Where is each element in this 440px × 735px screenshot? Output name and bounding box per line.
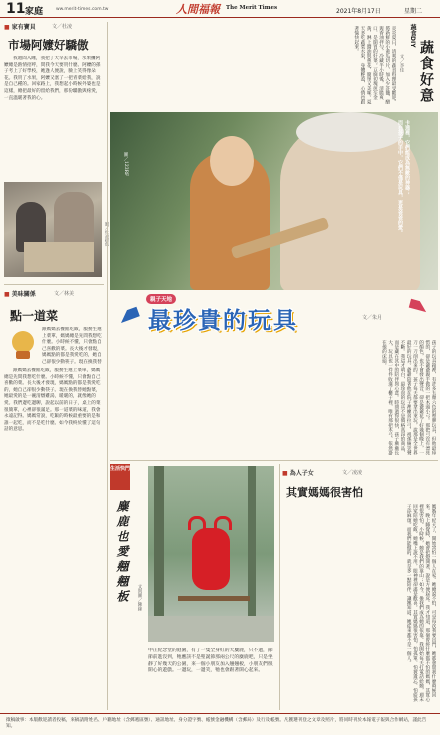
article-title: 麋鹿也愛翹翹板 <box>115 500 129 605</box>
seesaw <box>178 596 250 601</box>
photo-caption: 中正紀念堂的庭園，有了一隻全身紅的大麋鹿，只不過，節節前進沒到，牠應該不是聖誕節那兩公尺的麋鹿吧，只是坐靜了好幾天的公園，來一個小朋友加入翹翹板，小朋友們很開心的遊戲。一邊玩，一邊笑，牠也會跟著開心起來。 <box>148 648 273 674</box>
divider <box>110 460 438 461</box>
article-title: 蔬食好意 <box>418 40 434 104</box>
section-tag-family: ■ 為人子女 <box>282 468 314 477</box>
photo-feature <box>110 464 276 710</box>
article-author: 文／林美 <box>54 291 75 297</box>
feature-body: 孩子的玩具箱裡，有許多五顏六色的塑膠玩具，但他最珍惜的，卻是爺爺親手做的一把木頭小弓。那把弓沒有漂亮的顏色，也不會發出聲音，卻是爺爺花了好幾個晚上，一刀一刀削出來的。孩子每天都要拿出來玩，說那是全世界最好的玩具。爺爺陪著他在院子裡練習拉弓，祖孫倆笑聲不斷。我這才明白，最珍貴的玩具不是價格高昂的商品，而是藏在其中的陪伴與心意。時間過得很快，孩子漸漸長大，玩具也一件件收進了櫃子裡，唯有那把木弓，依然掛在他的床頭。 <box>381 340 436 455</box>
article-body: 媽媽年紀大了，開始害怕一個人在家。她總說不怕，可是每次我要出門，她都會問我什麼時候回來。晚上睡覺時，她會把燈開著，說是方便起床。我才知道，那個曾經什麼都不怕的媽媽，其實心裡很害怕。小時候，她是我們的靠山；如今，換我們成為她的依靠。我開始每天打電話給她，週末回家陪她吃飯。她嘴上說不用，眼神裡卻滿是歡喜。其實媽媽很害怕，怕孤單，怕被遺忘，怕給孩子添麻煩。而我們能做的，就是多一點陪伴，讓她知道，她從來都不是一個人。 <box>406 504 436 702</box>
divider <box>107 22 108 710</box>
page-header <box>0 0 440 18</box>
section-name: 家庭 <box>25 7 44 17</box>
article-body-cont: 跟媽媽去餐館吃飯，服務生遞上菜單，媽媽總是先問我想吃什麼。小時候不懂，只會點自己喜歡的菜。長大後才發現，媽媽點的都是我愛吃的，她自己卻很少動筷子。現在換我替她點菜，她最愛的是一碗清燉雞湯，暖暖的，就像她的愛。我們邊吃邊聊，說起以前的日子，桌上的菜很簡單，心裡卻很滿足。那一道菜的味道，我會永遠記得。媽媽常說，吃飯的時候最重要的是和誰一起吃，而不是吃什麼。如今我終於懂了這句話的意思。 <box>4 368 101 433</box>
food-illustration <box>10 327 38 361</box>
decor-plane-icon <box>409 296 429 312</box>
issue-date: 2021年8月17日 <box>336 8 381 15</box>
article-author: 文／李佳 <box>399 54 404 72</box>
decor-plane-icon <box>116 303 140 323</box>
article-title: 市場阿嬤好驕傲 <box>8 38 89 52</box>
top-article <box>110 22 438 110</box>
feature-headline: 最珍貴的玩具 <box>148 308 298 334</box>
article-author: 文／朱月 <box>362 315 383 321</box>
photo-credit: 圖／123RF <box>123 152 128 177</box>
section-tag-label: 蔬食DIY <box>409 24 416 48</box>
section-tag-food: ■ 美味關係 <box>4 289 36 298</box>
article-body: 我週間入睡，我把了大早去市場，水果攤阿嬤總是熱情招呼，問我今天要買什麼。阿嬤的孫子考上了好學校，她逢人便說，臉上笑得像朵花。我買了水果，阿嬤又塞了一把青菜給我，說是自己種的。回家路上，我想起小時候外婆也是這樣，總把最好的留給我們，那份驕傲與疼愛，一直溫暖著我的心。 <box>4 56 101 101</box>
page-footer <box>0 713 440 735</box>
left-column <box>4 22 104 710</box>
badge-label: 生活快門 <box>110 466 131 472</box>
masthead-english: The Merit Times <box>226 5 278 11</box>
feature-photo <box>110 112 438 290</box>
issue-weekday: 星期二 <box>404 8 423 15</box>
photo-caption <box>396 120 417 240</box>
article-author: 文／杜凌 <box>52 24 73 30</box>
submission-notice: 徵稿啟事：本版歡迎讀者投稿，來稿請附姓名、戶籍地址（含郵遞區號）、通訊地址、身分證字號、帳號金融機構（含郵局）及行及帳號。凡獲選刊登之文章及照片，將同時刊於本報電子報與合作網站，謹此告知。 <box>6 718 427 729</box>
moose-photo <box>148 466 274 642</box>
divider <box>279 464 280 710</box>
page-number: 11 <box>6 1 26 17</box>
divider <box>4 284 104 285</box>
bottom-article <box>282 464 438 710</box>
photo-caption-text: 卡通裡，它們能成為無敵的神器； 而在孩子的手中，它們不僅是玩具，更是爸爸的愛。 <box>397 120 410 235</box>
market-photo <box>4 182 102 277</box>
article-author: 文／凌凌 <box>342 470 363 476</box>
article-credit: 文與圖／陳絲 <box>137 584 142 611</box>
article-body: 炎炎夏日，清爽的蔬食料理最受歡迎。將新鮮的小黃瓜切片，加入少許鹽、醋與香油拌勻，冷藏半小時後，清脆爽口，是開胃的好菜。豆腐切塊煎至金黃，淋上醬油與蔥花，簡單又美味。夏天多吃蔬菜水果，身體輕盈，心情也跟著愉快起來。 <box>353 26 396 105</box>
red-moose <box>192 528 230 590</box>
article-title: 其實媽媽很害怕 <box>286 486 363 499</box>
article-title: 點一道菜 <box>10 309 59 323</box>
section-tag-home: ■ 家有寶貝 <box>4 22 36 31</box>
masthead-logo: 人間福報 <box>176 3 220 16</box>
site-url: ww.merit-times.com.tw <box>56 7 109 12</box>
article-body: 跟媽媽去餐館吃飯，服務生遞上菜單，媽媽總是先問我想吃什麼。小時候不懂，只會點自己喜歡的菜。長大後才發現，媽媽點的都是我愛吃的，她自己卻很少動筷子。現在換我替 <box>42 327 102 365</box>
feature-badge: 親子天地 <box>146 294 176 304</box>
feature-badge <box>110 464 130 490</box>
feature-headline-area <box>110 292 438 336</box>
